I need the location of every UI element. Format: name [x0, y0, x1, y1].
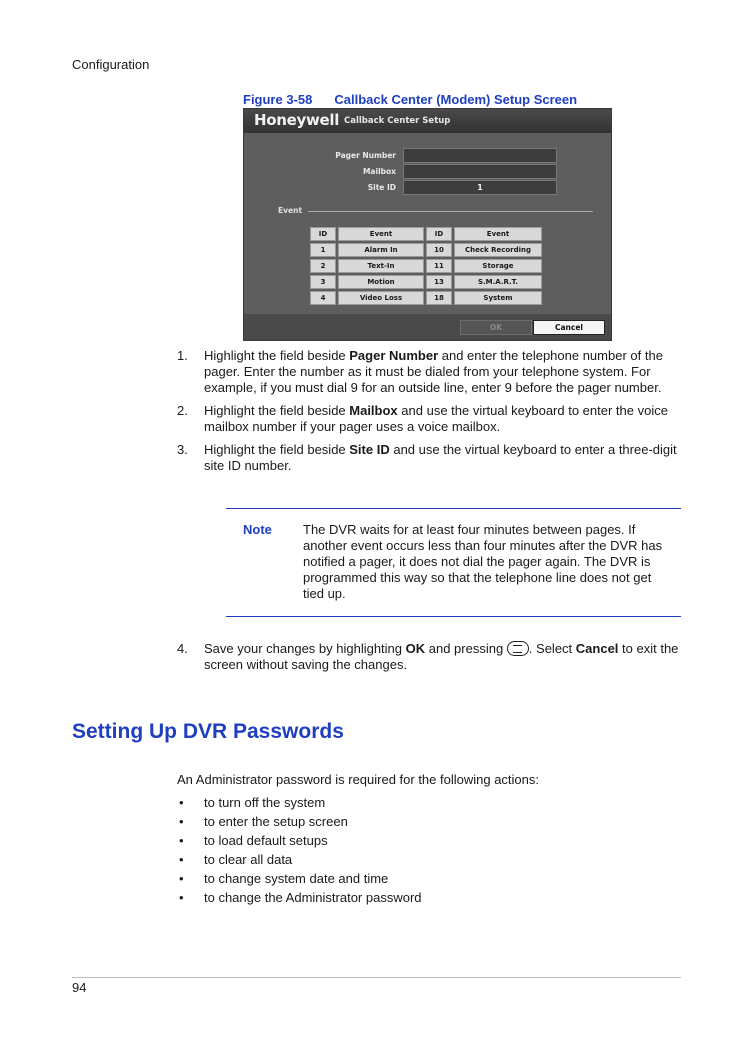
table-cell[interactable]: S.M.A.R.T.: [454, 275, 542, 289]
dvr-screenshot: [243, 108, 612, 341]
table-cell[interactable]: Video Loss: [338, 291, 424, 305]
step-number: 1.: [177, 348, 188, 363]
list-item-text: to clear all data: [204, 852, 293, 867]
table-cell: 1: [310, 243, 336, 257]
table-cell[interactable]: Motion: [338, 275, 424, 289]
table-header-cell: ID: [310, 227, 336, 241]
step-number: 3.: [177, 442, 188, 457]
step-bold-term: Pager Number: [349, 348, 439, 363]
table-cell: 2: [310, 259, 336, 273]
note-bottom-rule: [226, 616, 681, 617]
step-bold-term: OK: [405, 641, 426, 656]
table-header-cell: ID: [426, 227, 452, 241]
step-text-part: Highlight the field beside: [204, 442, 350, 457]
table-cell: 18: [426, 291, 452, 305]
step-item: [177, 348, 682, 396]
table-row[interactable]: [310, 291, 542, 305]
bullet-icon: •: [179, 871, 184, 886]
step-text-part: . Select: [528, 641, 576, 656]
step-text-part: and use the virtual keyboard to enter the voice mailbox number if your pager uses a voice mailbox.: [204, 403, 668, 434]
bullet-icon: •: [179, 890, 184, 905]
step-text: [204, 403, 682, 435]
pager-number-label: Pager Number: [335, 151, 396, 160]
honeywell-logo: Honeywell: [254, 111, 340, 129]
event-table: [308, 225, 544, 307]
list-item-text: to change the Administrator password: [204, 890, 422, 905]
step-text: [204, 442, 682, 474]
step-bold-term: Site ID: [349, 442, 390, 457]
table-cell: 11: [426, 259, 452, 273]
running-header: Configuration: [72, 57, 150, 72]
step-bold-term: Cancel: [575, 641, 619, 656]
figure-title: Callback Center (Modem) Setup Screen: [334, 92, 578, 107]
table-cell[interactable]: Check Recording: [454, 243, 542, 257]
step-text-part: Highlight the field beside: [204, 348, 350, 363]
site-id-label: Site ID: [367, 183, 396, 192]
table-header-cell: Event: [338, 227, 424, 241]
mailbox-label: Mailbox: [362, 167, 396, 176]
figure-number: Figure 3-58: [243, 92, 313, 107]
bullet-icon: •: [179, 814, 184, 829]
step-item: [177, 641, 682, 673]
dvr-window-title: Callback Center Setup: [344, 116, 451, 126]
ok-button[interactable]: OK: [460, 320, 532, 335]
table-cell: 4: [310, 291, 336, 305]
page-number: 94: [72, 980, 87, 995]
footer-rule: [72, 977, 681, 978]
table-cell: 13: [426, 275, 452, 289]
step-text: [204, 641, 682, 673]
bullet-icon: •: [179, 795, 184, 810]
list-item-text: to load default setups: [204, 833, 328, 848]
note-text: The DVR waits for at least four minutes between pages. If another event occurs less than four minutes after the DVR has notified a pager, it does not dial the pager again. The DVR is programmed this way so that the telephone line does not get tied up.: [303, 522, 663, 601]
event-group-label: Event: [278, 206, 303, 215]
step-text-part: to exit the screen without saving the changes.: [204, 641, 679, 672]
table-header-row: [310, 227, 542, 241]
table-cell[interactable]: System: [454, 291, 542, 305]
note-label: Note: [243, 522, 272, 537]
step-text: [204, 348, 682, 396]
section-heading: Setting Up DVR Passwords: [72, 720, 344, 743]
table-row[interactable]: [310, 259, 542, 273]
table-header-cell: Event: [454, 227, 542, 241]
list-item-text: to turn off the system: [204, 795, 326, 810]
step-text-part: and pressing: [425, 641, 507, 656]
figure-caption: [243, 92, 577, 107]
table-row[interactable]: [310, 243, 542, 257]
section-intro: An Administrator password is required for the following actions:: [177, 772, 540, 787]
list-item-text: to change system date and time: [204, 871, 389, 886]
step-text-part: and enter the telephone number of the pager. Enter the number as it must be dialed from your telephone system. For example, if you must dial 9 for an outside line, enter 9 before the pager number.: [204, 348, 663, 395]
list-item-text: to enter the setup screen: [204, 814, 348, 829]
step-number: 2.: [177, 403, 188, 418]
site-id-field[interactable]: 1: [403, 180, 557, 195]
table-cell[interactable]: Alarm In: [338, 243, 424, 257]
step-text-part: and use the virtual keyboard to enter a three-digit site ID number.: [204, 442, 677, 473]
cancel-button[interactable]: Cancel: [533, 320, 605, 335]
mailbox-field[interactable]: [403, 164, 557, 179]
table-cell: 10: [426, 243, 452, 257]
bullet-icon: •: [179, 833, 184, 848]
step-text-part: Highlight the field beside: [204, 403, 350, 418]
bullet-icon: •: [179, 852, 184, 867]
step-bold-term: Mailbox: [349, 403, 398, 418]
table-cell: 3: [310, 275, 336, 289]
step-number: 4.: [177, 641, 188, 656]
enter-key-icon: [507, 641, 529, 656]
step-text-part: Save your changes by highlighting: [204, 641, 406, 656]
event-divider: [308, 211, 593, 212]
table-cell[interactable]: Storage: [454, 259, 542, 273]
pager-number-field[interactable]: [403, 148, 557, 163]
step-item: [177, 442, 682, 474]
step-item: [177, 403, 682, 435]
table-cell[interactable]: Text-In: [338, 259, 424, 273]
table-row[interactable]: [310, 275, 542, 289]
note-top-rule: [226, 508, 681, 509]
